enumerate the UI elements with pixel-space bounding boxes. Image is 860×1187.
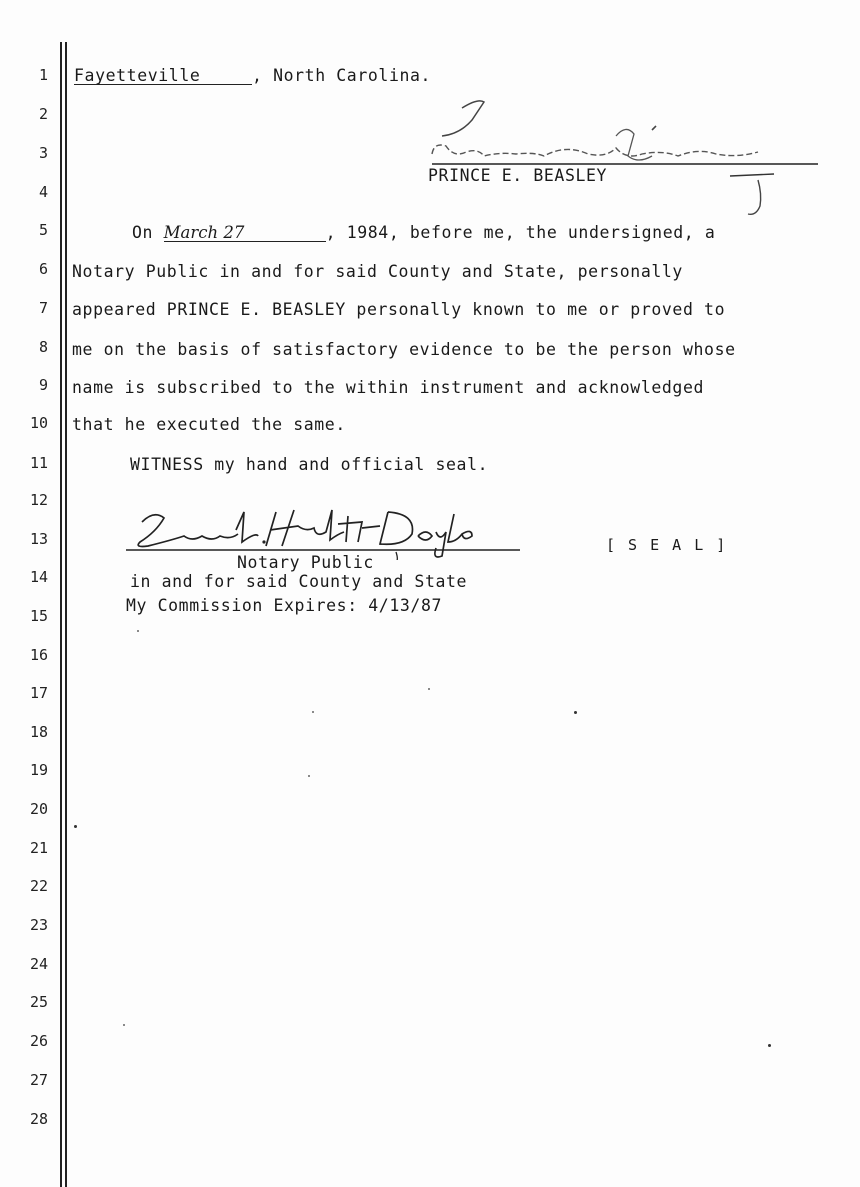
line-number: 14 <box>29 568 48 586</box>
line-number: 9 <box>38 376 48 394</box>
seal-label: [ S E A L ] <box>606 536 728 554</box>
paragraph-line-4: me on the basis of satisfactory evidence to be the person whose <box>72 340 736 359</box>
line-number: 15 <box>29 607 48 625</box>
line-number: 8 <box>38 338 48 356</box>
signer-signature <box>420 96 830 218</box>
line-number: 22 <box>29 877 48 895</box>
line-number: 17 <box>29 684 48 702</box>
notary-title: Notary Public <box>237 553 374 572</box>
scan-speck <box>123 1024 125 1026</box>
commission-expiry: My Commission Expires: 4/13/87 <box>126 596 443 615</box>
signer-name: PRINCE E. BEASLEY <box>428 166 608 185</box>
line-number: 2 <box>38 105 48 123</box>
scan-speck <box>428 688 430 690</box>
line-number: 12 <box>29 491 48 509</box>
line-number: 6 <box>38 260 48 278</box>
line-number: 28 <box>29 1110 48 1128</box>
line-number: 24 <box>29 955 48 973</box>
scan-speck <box>768 1044 771 1047</box>
paragraph-line-2: Notary Public in and for said County and State, personally <box>72 262 683 281</box>
scan-speck <box>74 825 77 828</box>
line-number: 26 <box>29 1032 48 1050</box>
scan-speck <box>308 775 310 777</box>
paragraph-line-5: name is subscribed to the within instrument and acknowledged <box>72 378 705 397</box>
paragraph-line-1 <box>132 223 715 242</box>
line-number: 16 <box>29 646 48 664</box>
notary-signature <box>126 502 526 560</box>
line-number: 5 <box>38 221 48 239</box>
line-number: 11 <box>29 454 48 472</box>
margin-rule-right <box>65 42 67 1187</box>
notary-jurisdiction: in and for said County and State <box>130 572 468 591</box>
location-line <box>74 66 431 85</box>
date-field: March 27 <box>164 224 326 242</box>
on-text: On <box>132 223 154 242</box>
city-field: Fayetteville <box>74 67 252 85</box>
line-number: 19 <box>29 761 48 779</box>
line-number: 21 <box>29 839 48 857</box>
paragraph-line-3: appeared PRINCE E. BEASLEY personally known to me or proved to <box>72 300 726 319</box>
scan-speck <box>574 711 577 714</box>
line-number: 3 <box>38 144 48 162</box>
line-number: 25 <box>29 993 48 1011</box>
line-number: 7 <box>38 299 48 317</box>
line-number: 1 <box>38 66 48 84</box>
line-number: 4 <box>38 183 48 201</box>
line-number: 27 <box>29 1071 48 1089</box>
line-number: 23 <box>29 916 48 934</box>
scan-speck <box>312 711 314 713</box>
witness-line: WITNESS my hand and official seal. <box>130 455 489 474</box>
year-text: , 1984, before me, the undersigned, a <box>325 223 716 242</box>
state-text: , North Carolina. <box>252 66 432 85</box>
line-number: 18 <box>29 723 48 741</box>
line-number: 13 <box>29 530 48 548</box>
margin-rule-left <box>60 42 62 1187</box>
line-number: 20 <box>29 800 48 818</box>
line-number: 10 <box>29 414 48 432</box>
scan-speck <box>137 630 139 632</box>
paragraph-line-6: that he executed the same. <box>72 415 346 434</box>
